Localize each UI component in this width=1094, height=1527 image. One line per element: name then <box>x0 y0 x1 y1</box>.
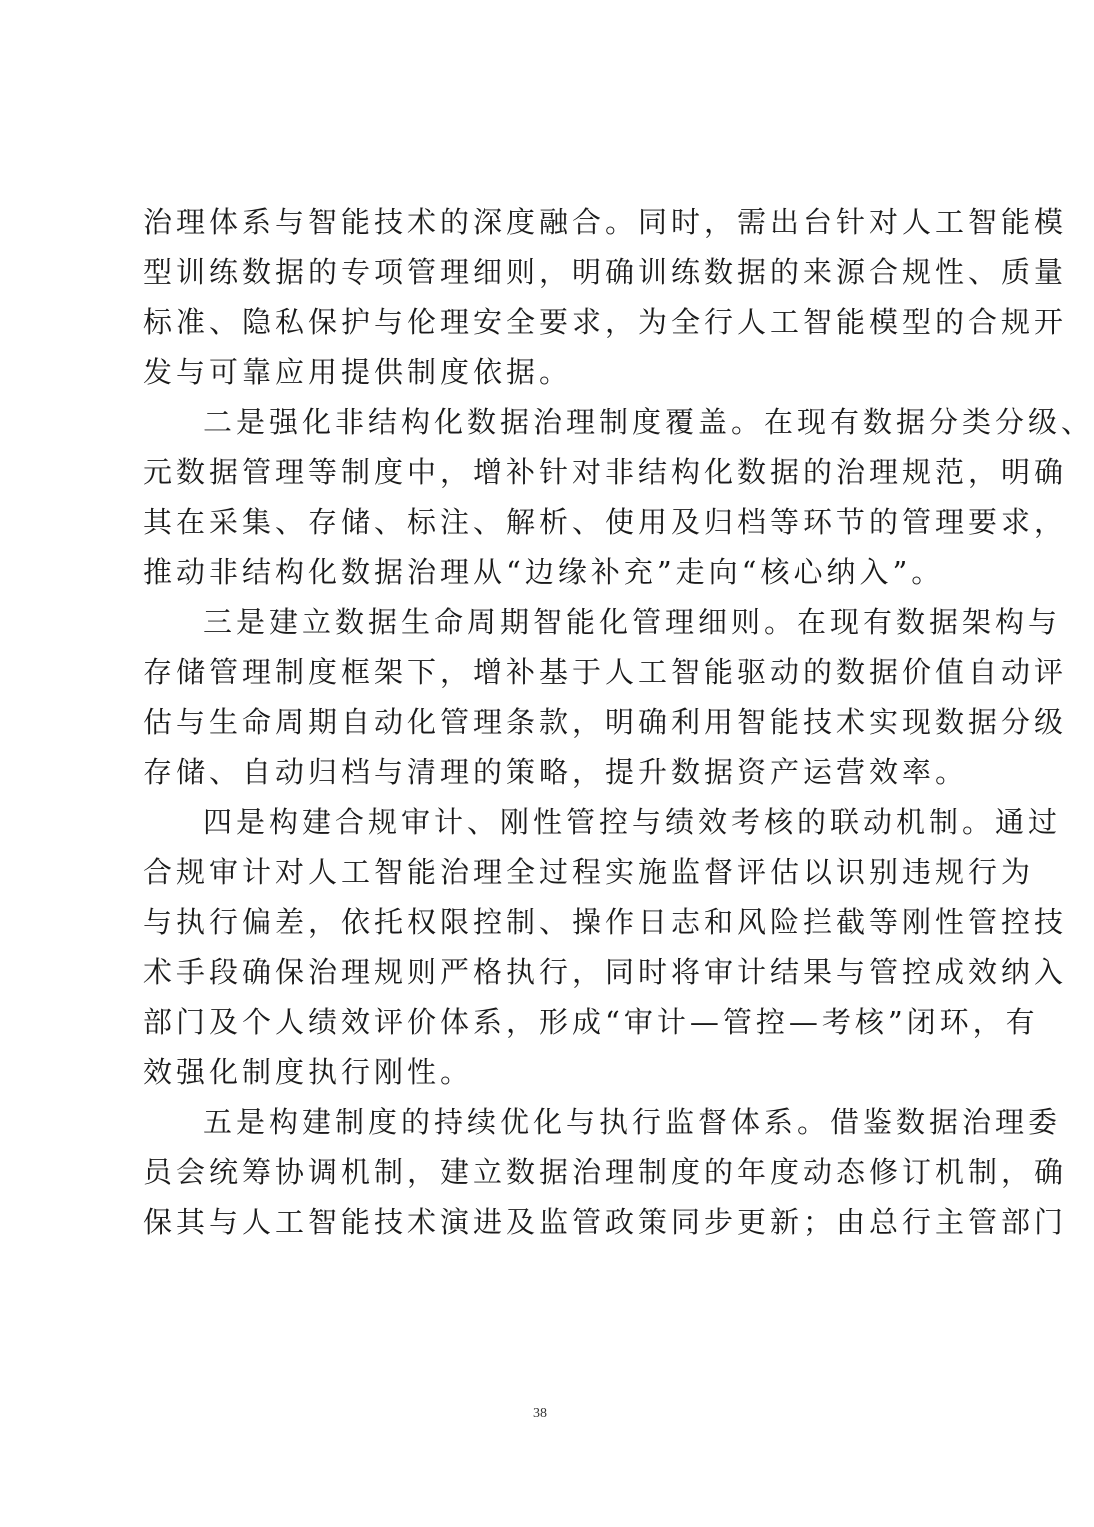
text-line: 与执行偏差，依托权限控制、操作日志和风险拦截等刚性管控技 <box>143 905 1068 939</box>
text-line: 员会统筹协调机制，建立数据治理制度的年度动态修订机制，确 <box>143 1155 1068 1189</box>
text-line: 存储、自动归档与清理的策略，提升数据资产运营效率。 <box>143 755 969 789</box>
page-number: 38 <box>533 1406 547 1421</box>
text-line: 发与可靠应用提供制度依据。 <box>143 355 573 389</box>
text-line: 存储管理制度框架下，增补基于人工智能驱动的数据价值自动评 <box>143 655 1068 689</box>
paragraph-start-line: 四是构建合规审计、刚性管控与绩效考核的联动机制。通过 <box>203 805 1062 839</box>
text-line: 效强化制度执行刚性。 <box>143 1055 474 1089</box>
paragraph-start-line: 二是强化非结构化数据治理制度覆盖。在现有数据分类分级、 <box>203 405 1094 439</box>
text-line: 其在采集、存储、标注、解析、使用及归档等环节的管理要求， <box>143 505 1068 539</box>
text-line: 保其与人工智能技术演进及监管政策同步更新；由总行主管部门 <box>143 1205 1068 1239</box>
text-line: 元数据管理等制度中，增补针对非结构化数据的治理规范，明确 <box>143 455 1068 489</box>
text-line: 估与生命周期自动化管理条款，明确利用智能技术实现数据分级 <box>143 705 1068 739</box>
text-line: 标准、隐私保护与伦理安全要求，为全行人工智能模型的合规开 <box>143 305 1068 339</box>
paragraph-start-line: 五是构建制度的持续优化与执行监督体系。借鉴数据治理委 <box>203 1105 1062 1139</box>
text-line: 型训练数据的专项管理细则，明确训练数据的来源合规性、质量 <box>143 255 1068 289</box>
text-line: 术手段确保治理规则严格执行，同时将审计结果与管控成效纳入 <box>143 955 1068 989</box>
text-line: 部门及个人绩效评价体系，形成“审计—管控—考核”闭环，有 <box>143 1005 1039 1039</box>
paragraph-start-line: 三是建立数据生命周期智能化管理细则。在现有数据架构与 <box>203 605 1062 639</box>
body-text <box>143 197 1094 1247</box>
text-line: 合规审计对人工智能治理全过程实施监督评估以识别违规行为 <box>143 855 1035 889</box>
text-line: 治理体系与智能技术的深度融合。同时，需出台针对人工智能模 <box>143 205 1068 239</box>
text-line: 推动非结构化数据治理从“边缘补充”走向“核心纳入”。 <box>143 555 945 589</box>
